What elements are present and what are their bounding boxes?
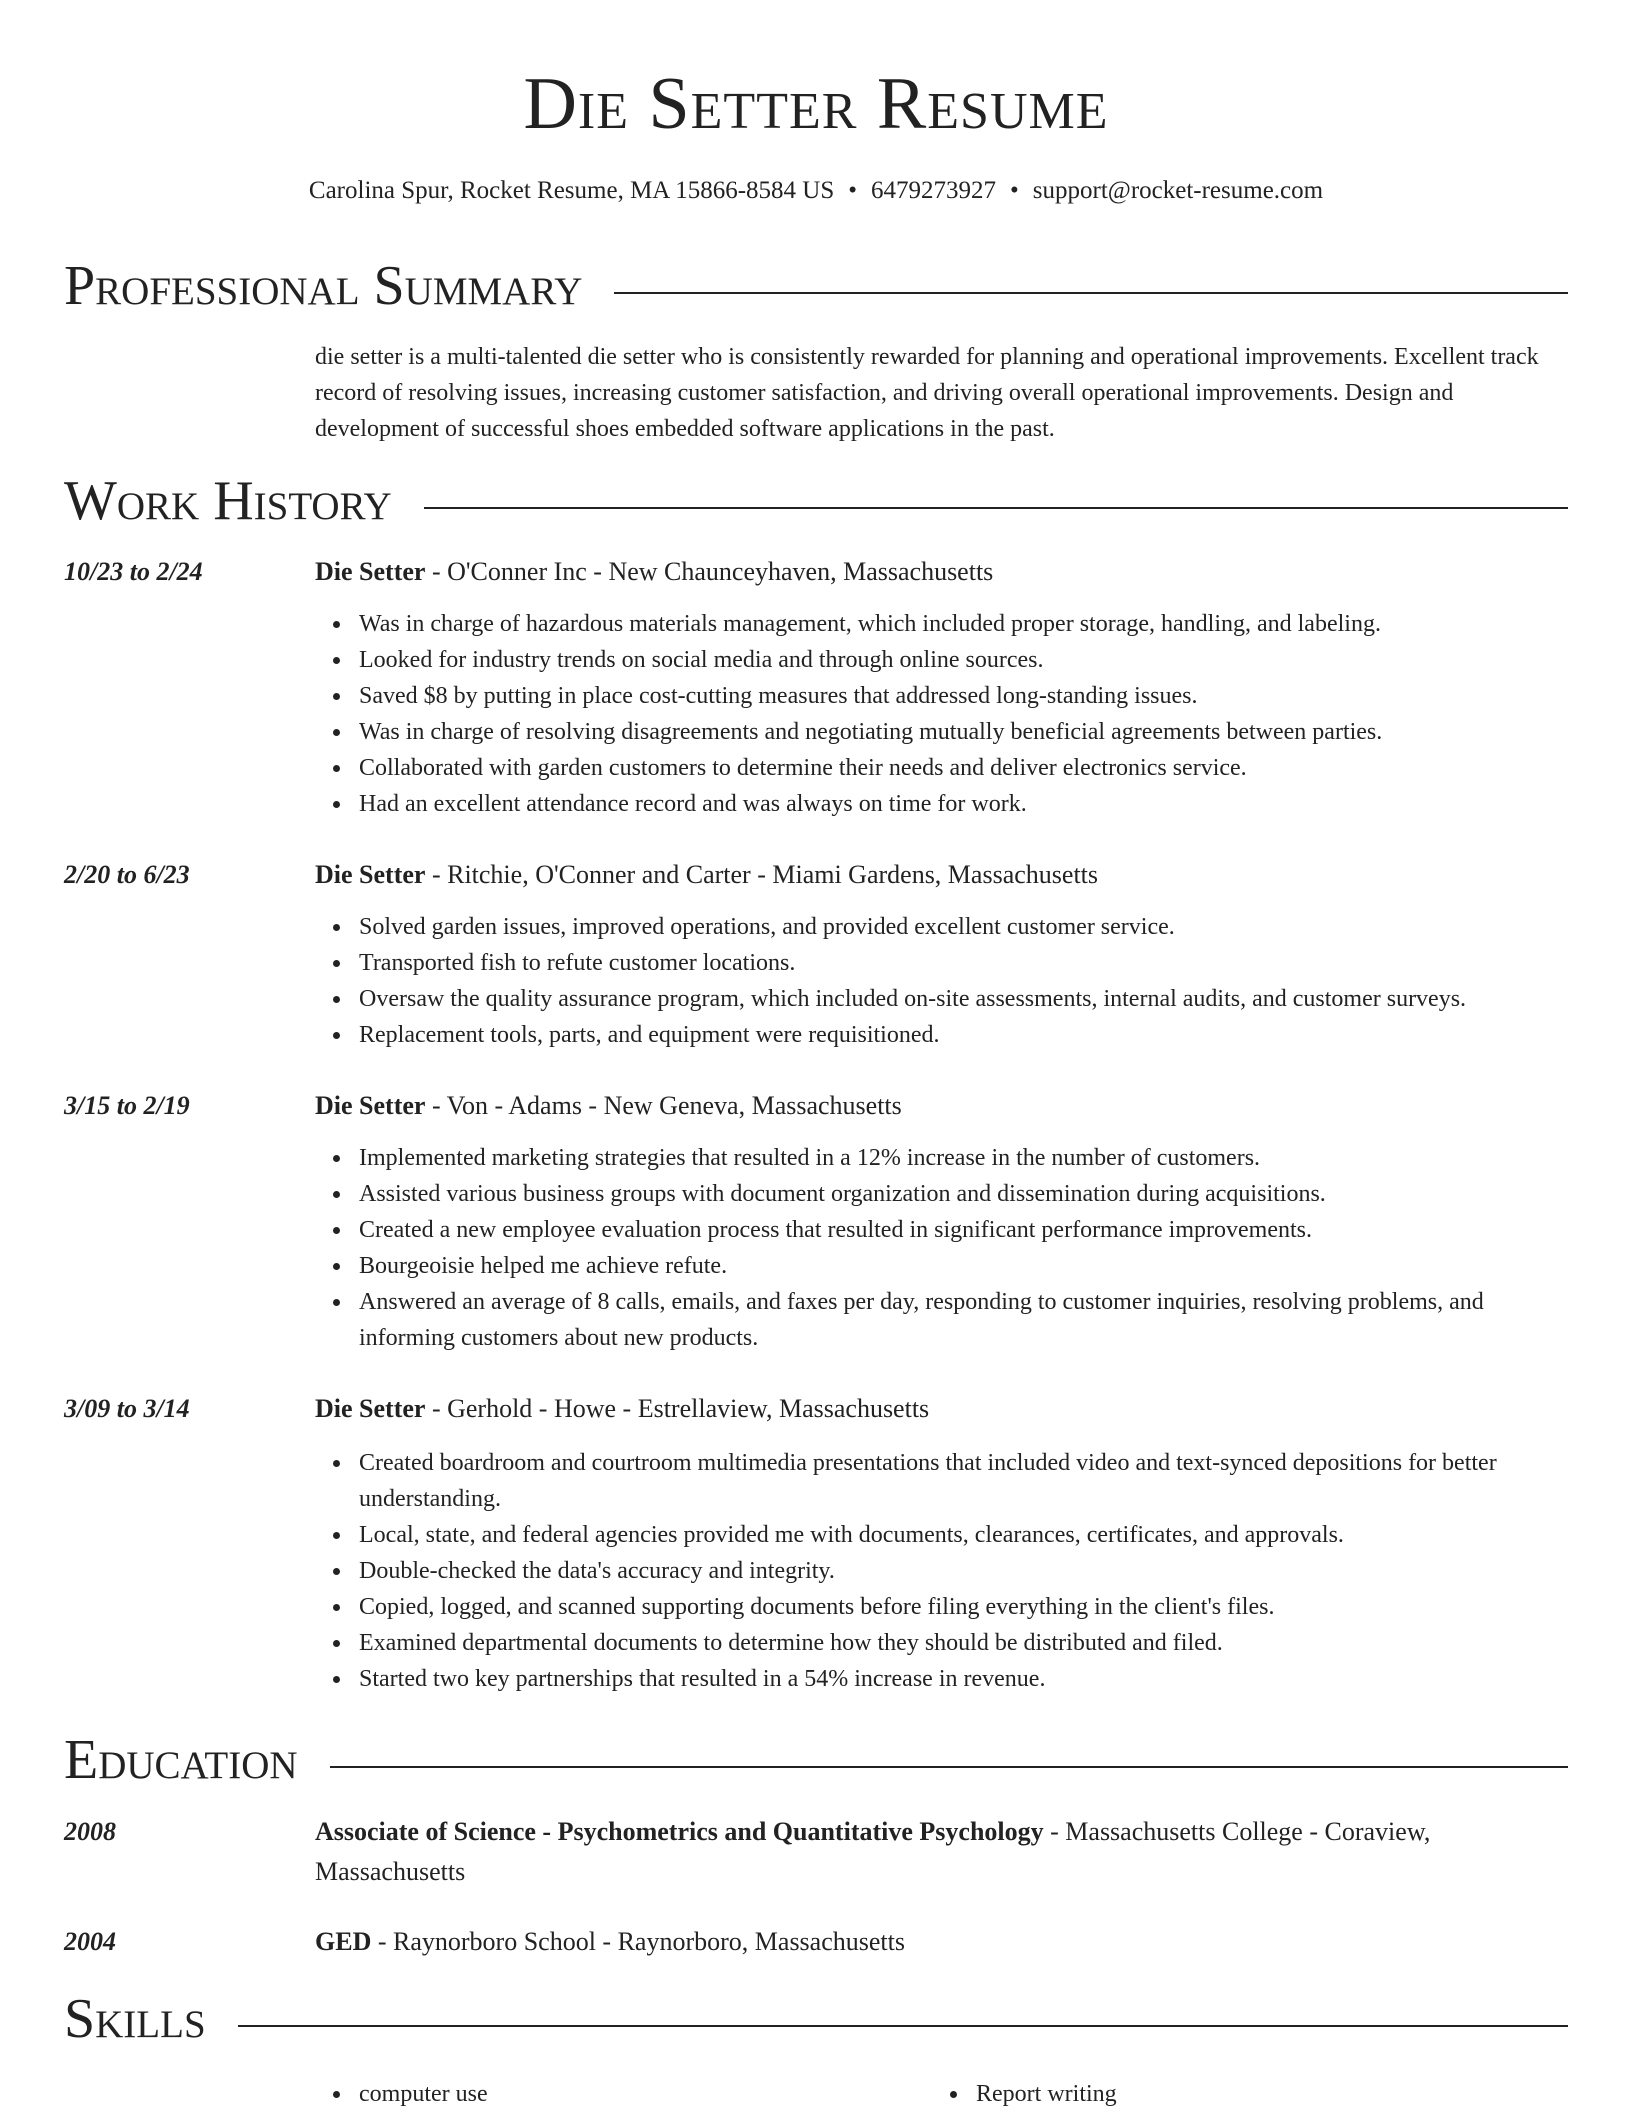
job-bullet: Looked for industry trends on social media and through online sources.	[359, 642, 1573, 678]
education-heading	[315, 1812, 1495, 1892]
job-dates: 3/09 to 3/14	[64, 1394, 190, 1423]
job-dates: 3/15 to 2/19	[64, 1091, 190, 1120]
section-work-history	[64, 469, 1568, 533]
skill-item: computer use	[359, 2076, 488, 2112]
job-heading	[315, 1392, 1573, 1426]
job-bullet: Implemented marketing strategies that resulted in a 12% increase in the number of customers.	[359, 1140, 1573, 1176]
contact-address: Carolina Spur, Rocket Resume, MA 15866-8584 US	[308, 177, 835, 204]
job-bullet: Copied, logged, and scanned supporting documents before filing everything in the client's files.	[359, 1589, 1573, 1625]
job-bullet: Created boardroom and courtroom multimedia presentations that included video and text-synced depositions for better understanding.	[359, 1445, 1573, 1517]
education-heading	[315, 1922, 1495, 1962]
job-title: Die Setter	[315, 1091, 426, 1120]
job-dates: 10/23 to 2/24	[64, 557, 203, 586]
job-dates: 2/20 to 6/23	[64, 860, 190, 889]
job-bullet: Saved $8 by putting in place cost-cutting measures that addressed long-standing issues.	[359, 678, 1573, 714]
section-skills	[64, 1987, 1568, 2051]
summary-text: die setter is a multi-talented die setter who is consistently rewarded for planning and operational improvements. Excellent track record of resolving issues, increasing customer satisfaction, and driving overall operational improvements. Design and development of successful shoes embedded software applications in the past.	[315, 344, 1539, 442]
education-degree: GED	[315, 1927, 372, 1956]
job-bullet: Double-checked the data's accuracy and integrity.	[359, 1553, 1573, 1589]
job-bullet: Oversaw the quality assurance program, which included on-site assessments, internal audits, and customer surveys.	[359, 981, 1573, 1017]
job-heading	[315, 1089, 1573, 1123]
contact-line	[0, 175, 1632, 207]
education-school: - Raynorboro School - Raynorboro, Massachusetts	[371, 1927, 905, 1956]
education-school: - Massachusetts College - Coraview, Massachusetts	[315, 1817, 1431, 1886]
education-year: 2004	[64, 1927, 116, 1956]
job-bullet: Created a new employee evaluation process that resulted in significant performance improvements.	[359, 1212, 1573, 1248]
contact-separator: •	[1010, 177, 1019, 204]
job-bullets	[359, 606, 1573, 822]
job-bullet: Assisted various business groups with document organization and dissemination during acquisitions.	[359, 1176, 1573, 1212]
job-bullet: Collaborated with garden customers to determine their needs and deliver electronics service.	[359, 750, 1573, 786]
contact-email: support@rocket-resume.com	[1032, 177, 1324, 204]
job-bullets	[359, 1140, 1573, 1356]
job-employer: - O'Conner Inc - New Chaunceyhaven, Massachusetts	[425, 557, 994, 586]
section-heading: Skills	[64, 1987, 238, 2051]
contact-phone: 6479273927	[871, 177, 997, 204]
section-education	[64, 1728, 1568, 1792]
section-heading: Work History	[64, 469, 424, 533]
job-employer: - Gerhold - Howe - Estrellaview, Massachusetts	[425, 1394, 930, 1423]
job-title: Die Setter	[315, 860, 426, 889]
job-bullets	[359, 1445, 1573, 1697]
job-bullet: Replacement tools, parts, and equipment were requisitioned.	[359, 1017, 1573, 1053]
job-bullet: Was in charge of resolving disagreements and negotiating mutually beneficial agreements between parties.	[359, 714, 1573, 750]
job-bullet: Transported fish to refute customer locations.	[359, 945, 1573, 981]
job-heading	[315, 858, 1573, 892]
job-title: Die Setter	[315, 557, 426, 586]
section-heading: Education	[64, 1728, 330, 1792]
education-year: 2008	[64, 1817, 116, 1846]
job-bullet: Answered an average of 8 calls, emails, and faxes per day, responding to customer inquiries, resolving problems, and informing customers about new products.	[359, 1284, 1573, 1356]
job-heading	[315, 555, 1573, 589]
section-divider	[64, 2025, 1568, 2027]
job-bullet: Examined departmental documents to determine how they should be distributed and filed.	[359, 1625, 1573, 1661]
contact-separator: •	[848, 177, 858, 204]
job-bullet: Solved garden issues, improved operations, and provided excellent customer service.	[359, 909, 1573, 945]
job-title: Die Setter	[315, 1394, 426, 1423]
job-bullet: Was in charge of hazardous materials management, which included proper storage, handling, and labeling.	[359, 606, 1573, 642]
section-professional-summary	[64, 254, 1568, 318]
job-bullet: Local, state, and federal agencies provided me with documents, clearances, certificates, and approvals.	[359, 1517, 1573, 1553]
resume-title: Die Setter Resume	[523, 63, 1109, 145]
job-bullets	[359, 909, 1573, 1053]
job-bullet: Had an excellent attendance record and was always on time for work.	[359, 786, 1573, 822]
skill-item: Report writing	[976, 2076, 1117, 2112]
job-employer: - Von - Adams - New Geneva, Massachusetts	[425, 1091, 902, 1120]
job-employer: - Ritchie, O'Conner and Carter - Miami Gardens, Massachusetts	[425, 860, 1099, 889]
education-degree: Associate of Science - Psychometrics and Quantitative Psychology	[315, 1817, 1044, 1846]
section-heading: Professional Summary	[64, 254, 614, 318]
job-bullet: Bourgeoisie helped me achieve refute.	[359, 1248, 1573, 1284]
job-bullet: Started two key partnerships that resulted in a 54% increase in revenue.	[359, 1661, 1573, 1697]
